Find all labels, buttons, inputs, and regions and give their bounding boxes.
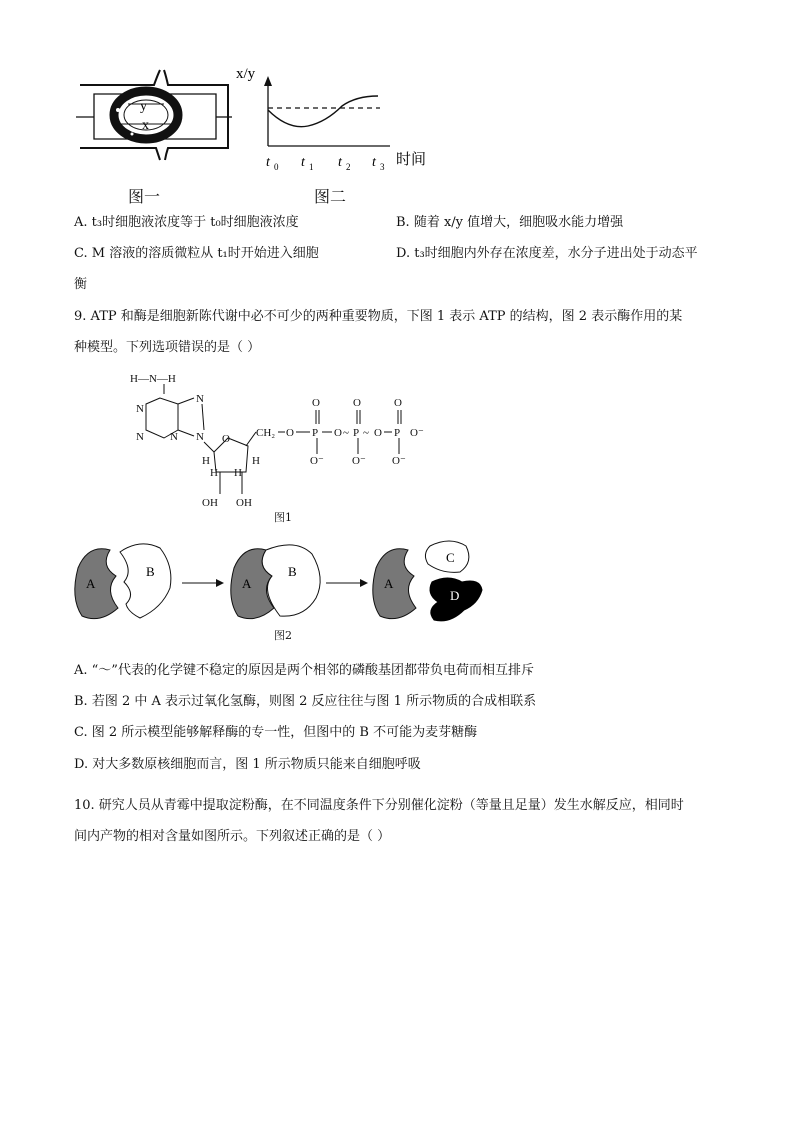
- cell-label-x: x: [142, 118, 149, 133]
- atp-n-bottom-left: N: [136, 431, 144, 443]
- atp-o-minus-1: O⁻: [310, 455, 324, 467]
- tick-sub-1: 1: [309, 162, 314, 172]
- atp-structure-figure: [120, 368, 440, 518]
- q8-option-b: B. 随着 x/y 值增大，细胞吸水能力增强: [396, 215, 624, 230]
- atp-o-ring: O: [222, 433, 230, 445]
- fig2-caption: 图二: [314, 187, 347, 206]
- atp-n-left: N: [136, 403, 144, 415]
- graph-xlabel: 时间: [396, 150, 427, 168]
- atp-n-bottom: N: [170, 431, 178, 443]
- atp-ch2: CH₂: [256, 427, 276, 439]
- q10-stem-line2: 间内产物的相对含量如图所示。下列叙述正确的是（ ）: [74, 829, 391, 844]
- tick-sub-2: 2: [346, 162, 351, 172]
- cell-diagram-figure: [76, 70, 236, 155]
- atp-n-top: N: [196, 393, 204, 405]
- atp-tilde2: ~: [363, 427, 369, 439]
- atp-fig1-caption: 图1: [274, 511, 292, 524]
- q8-option-d-continued: 衡: [74, 277, 88, 292]
- atp-o-up-3: O: [394, 397, 402, 409]
- q9-option-c: C. 图 2 所示模型能够解释酶的专一性，但图中的 B 不可能为麦芽糖酶: [74, 725, 478, 740]
- atp-o-minus-2: O⁻: [352, 455, 366, 467]
- tick-t0: t: [266, 155, 270, 170]
- q9-option-a: A. “～”代表的化学键不稳定的原因是两个相邻的磷酸基团都带负电荷而相互排斥: [74, 663, 534, 678]
- atp-h-2: H: [252, 455, 260, 467]
- enzyme-label-b-1: B: [146, 564, 155, 579]
- xy-graph-figure: [230, 60, 440, 175]
- atp-h-3: H: [210, 467, 218, 479]
- enzyme-label-a-3: A: [384, 576, 394, 591]
- q9-option-d: D. 对大多数原核细胞而言，图 1 所示物质只能来自细胞呼吸: [74, 757, 421, 772]
- tick-t1: t: [301, 155, 305, 170]
- enzyme-label-a-2: A: [242, 576, 252, 591]
- atp-tilde1: ~: [343, 427, 349, 439]
- atp-p2: P: [353, 427, 360, 439]
- fig1-caption: 图一: [128, 187, 161, 206]
- enzyme-label-d: D: [450, 588, 460, 603]
- q9-stem-line1: 9. ATP 和酶是细胞新陈代谢中必不可少的两种重要物质，下图 1 表示 ATP 的结构，图 2 表示酶作用的某: [74, 309, 683, 324]
- tick-sub-3: 3: [380, 162, 385, 172]
- atp-oh-1: OH: [202, 497, 218, 509]
- tick-t3: t: [372, 155, 376, 170]
- atp-o-up-1: O: [312, 397, 320, 409]
- atp-o-up-2: O: [353, 397, 361, 409]
- atp-h-1: H: [202, 455, 210, 467]
- atp-h-4: H: [234, 467, 242, 479]
- q8-option-a: A. t₃时细胞液浓度等于 t₀时细胞液浓度: [74, 215, 299, 230]
- atp-o-link1: O: [334, 427, 342, 439]
- graph-ylabel: x/y: [236, 66, 256, 82]
- atp-o-minus-right: O⁻: [410, 427, 424, 439]
- atp-o1: O: [286, 427, 294, 439]
- enzyme-label-c: C: [446, 550, 455, 565]
- atp-amino: H—N—H: [130, 373, 176, 385]
- q8-option-c: C. M 溶液的溶质微粒从 t₁时开始进入细胞: [74, 246, 319, 261]
- enzyme-label-a-1: A: [86, 576, 96, 591]
- enzyme-fig2-caption: 图2: [274, 629, 292, 642]
- tick-sub-0: 0: [274, 162, 279, 172]
- atp-o-minus-3: O⁻: [392, 455, 406, 467]
- atp-p3: P: [394, 427, 401, 439]
- cell-label-y: y: [140, 99, 147, 114]
- q8-option-d: D. t₃时细胞内外存在浓度差，水分子进出处于动态平: [396, 246, 698, 261]
- q10-stem-line1: 10. 研究人员从青霉中提取淀粉酶，在不同温度条件下分别催化淀粉（等量且足量）发生水解反应，相同时: [74, 798, 684, 813]
- atp-p1: P: [312, 427, 319, 439]
- enzyme-model-figure: [70, 538, 490, 628]
- tick-t2: t: [338, 155, 342, 170]
- enzyme-label-b-2: B: [288, 564, 297, 579]
- atp-n-ring: N: [196, 431, 204, 443]
- atp-oh-2: OH: [236, 497, 252, 509]
- q9-stem-line2: 种模型。下列选项错误的是（ ）: [74, 340, 261, 355]
- atp-o-link2: O: [374, 427, 382, 439]
- q9-option-b: B. 若图 2 中 A 表示过氧化氢酶，则图 2 反应往往与图 1 所示物质的合成相联系: [74, 694, 537, 709]
